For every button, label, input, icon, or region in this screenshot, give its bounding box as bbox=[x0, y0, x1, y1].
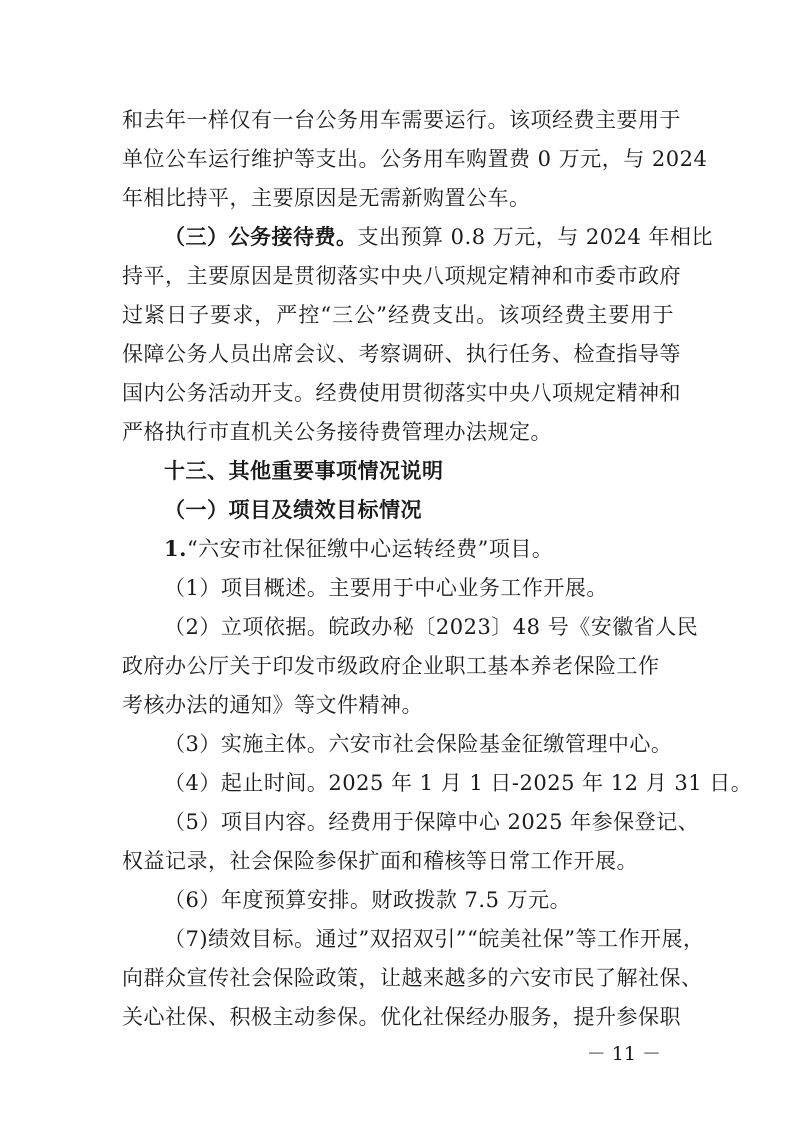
paragraph-line: 持平，主要原因是贯彻落实中央八项规定精神和市委市政府 bbox=[122, 264, 681, 288]
item-title-line bbox=[164, 535, 553, 563]
paragraph-line: 年相比持平，主要原因是无需新购置公车。 bbox=[122, 186, 531, 210]
paragraph-line: 国内公务活动开支。经费使用贯彻落实中央八项规定精神和 bbox=[122, 381, 681, 405]
chapter-heading: 十三、其他重要事项情况说明 bbox=[164, 458, 444, 483]
paragraph-line: （5）项目内容。经费用于保障中心 2025 年参保登记、 bbox=[164, 810, 700, 834]
item-title: “六安市社保征缴中心运转经费”项目。 bbox=[186, 537, 554, 561]
paragraph-line: 保障公务人员出席会议、考察调研、执行任务、检查指导等 bbox=[122, 342, 681, 366]
section-heading-reception: （三）公务接待费。 bbox=[164, 224, 358, 249]
paragraph-line: （6）年度预算安排。财政拨款 7.5 万元。 bbox=[164, 888, 572, 912]
paragraph-line: 过紧日子要求，严控“三公”经费支出。该项经费主要用于 bbox=[122, 303, 674, 327]
item-number: 1. bbox=[164, 536, 187, 561]
paragraph-line: 向群众宣传社会保险政策，让越来越多的六安市民了解社保、 bbox=[122, 966, 703, 990]
section-text: 支出预算 0.8 万元，与 2024 年相比 bbox=[357, 225, 714, 249]
paragraph-line: 和去年一样仅有一台公务用车需要运行。该项经费主要用于 bbox=[122, 108, 681, 132]
paragraph-line: 权益记录，社会保险参保扩面和稽核等日常工作开展。 bbox=[122, 849, 638, 873]
section-line bbox=[164, 223, 713, 251]
paragraph-line: 单位公车运行维护等支出。公务用车购置费 0 万元，与 2024 bbox=[122, 147, 708, 171]
paragraph-line: （4）起止时间。2025 年 1 月 1 日-2025 年 12 月 31 日。 bbox=[164, 771, 753, 795]
paragraph-line: （7)绩效目标。通过”双招双引”“皖美社保”等工作开展， bbox=[164, 927, 705, 951]
paragraph-line: 严格执行市直机关公务接待费管理办法规定。 bbox=[122, 420, 552, 444]
paragraph-line: （1）项目概述。主要用于中心业务工作开展。 bbox=[164, 576, 608, 600]
paragraph-line: 关心社保、积极主动参保。优化社保经办服务，提升参保职 bbox=[122, 1005, 681, 1029]
paragraph-line: （2）立项依据。皖政办秘〔2023〕48 号《安徽省人民 bbox=[164, 615, 699, 639]
page-number: － 11 － bbox=[586, 1043, 661, 1065]
paragraph-line: 考核办法的通知》等文件精神。 bbox=[122, 693, 423, 717]
paragraph-line: （3）实施主体。六安市社会保险基金征缴管理中心。 bbox=[164, 732, 673, 756]
paragraph-line: 政府办公厅关于印发市级政府企业职工基本养老保险工作 bbox=[122, 654, 660, 678]
subsection-heading: （一）项目及绩效目标情况 bbox=[164, 497, 422, 522]
